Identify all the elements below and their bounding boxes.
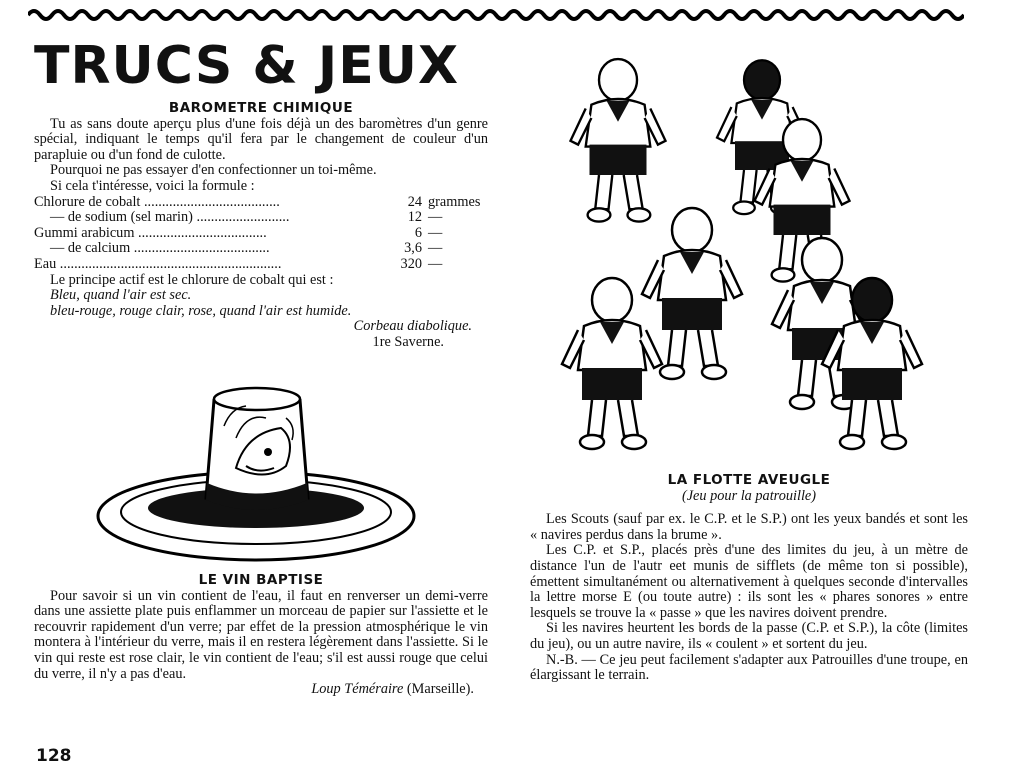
barometre-line-humid: bleu-rouge, rouge clair, rose, quand l'air est humide. [50,302,352,319]
recipe-ingredient: — de calcium ...................................... [50,241,270,257]
page-title: TRUCS & JEUX [34,36,460,96]
flotte-subtitle: (Jeu pour la patrouille) [681,487,817,504]
flotte-paragraph-1: Les Scouts (sauf par ex. le C.P. et le S.P.) ont les yeux bandés et sont les « navires perdus dans la brume ». [530,511,968,543]
recipe-quantity: 3,6 [404,240,422,257]
recipe-unit: grammes [428,193,481,210]
barometre-paragraph-2: Pourquoi ne pas essayer d'en confectionner un toi-même. [50,162,377,179]
barometre-signature-place: 1re Saverne. [372,333,444,350]
recipe-unit: — [428,240,443,257]
scout-figure [571,59,666,221]
recipe-quantity: 6 [414,224,422,241]
recipe-unit: — [428,255,443,272]
flotte-heading: LA FLOTTE AVEUGLE [667,472,831,488]
recipe-quantity: 24 [407,193,422,210]
vin-signature [34,682,488,698]
recipe-quantity: 320 [400,255,422,272]
recipe-row [34,257,488,273]
recipe-ingredient: Gummi arabicum .................................... [34,225,267,241]
glass-plate-illustration [96,378,426,570]
barometre-paragraph-4: Le principe actif est le chlorure de cobalt qui est : [50,271,334,288]
vin-signature-name: Loup Téméraire [311,681,404,698]
recipe-row [34,195,488,211]
vin-section [34,573,488,698]
recipe-ingredient: Chlorure de cobalt ...................................... [34,194,280,210]
recipe-row [34,226,488,242]
flotte-section [530,473,968,684]
recipe-row [34,210,488,226]
recipe-unit: — [428,209,443,226]
flotte-paragraph-3: Si les navires heurtent les bords de la passe (C.P. et S.P.), la côte (limites du jeu), ou un autre navire, ils « coulent » et sortent du jeu. [530,620,968,652]
barometre-paragraph-3: Si cela t'intéresse, voici la formule : [50,177,255,194]
barometre-heading: BAROMETRE CHIMIQUE [168,100,354,116]
recipe-ingredient: Eau .............................................................. [34,256,282,272]
recipe-row [34,241,488,257]
page-number: 128 [36,746,72,766]
recipe-ingredient: — de sodium (sel marin) .......................... [50,210,290,226]
flotte-paragraph-2: Les C.P. et S.P., placés près d'une des limites du jeu, à un mètre de distance l'un de l'autr eet munis de sifflets (de même ton si possible), émettent simultanément ou alternativement à quelques seconde d'intervalles la lettre morse E (ou toute autre) : ils sont les « phares sonores » entre lesquels se trouve la « passe » que les navires doivent prendre. [530,542,968,621]
recipe-quantity: 12 [407,209,422,226]
barometre-signature-name: Corbeau diabolique. [353,318,472,335]
scout-figure [562,278,662,449]
barometre-line-dry: Bleu, quand l'air est sec. [50,287,192,304]
barometre-section [34,101,488,351]
scouts-illustration [552,40,936,470]
wavy-divider [28,6,964,24]
recipe-unit: — [428,224,443,241]
vin-heading: LE VIN BAPTISE [198,572,324,588]
recipe-table [34,195,488,273]
barometre-paragraph-1: Tu as sans doute aperçu plus d'une fois déjà un des baromètres d'un genre spécial, indiquant le temps qu'il fera par le changement de couleur d'un parapluie ou d'un fond de culotte. [34,115,488,163]
flotte-paragraph-4: N.-B. — Ce jeu peut facilement s'adapter aux Patrouilles d'une troupe, en élargissant le terrain. [530,651,968,684]
vin-signature-place: (Marseille). [406,681,474,698]
vin-paragraph: Pour savoir si un vin contient de l'eau, il faut en renverser un demi-verre dans une assiette plate puis enflammer un morceau de papier sur l'assiette et le recouvrir rapidement d'un verre; par effet de la pression atmosphérique le vin montera à l'intérieur du verre, mais il en restera légèrement dans l'assiette. Si le vin qui reste est rose clair, le vin contient de l'eau; s'il est aussi rouge que celui du verre, il n'y a pas d'eau. [34,587,488,682]
